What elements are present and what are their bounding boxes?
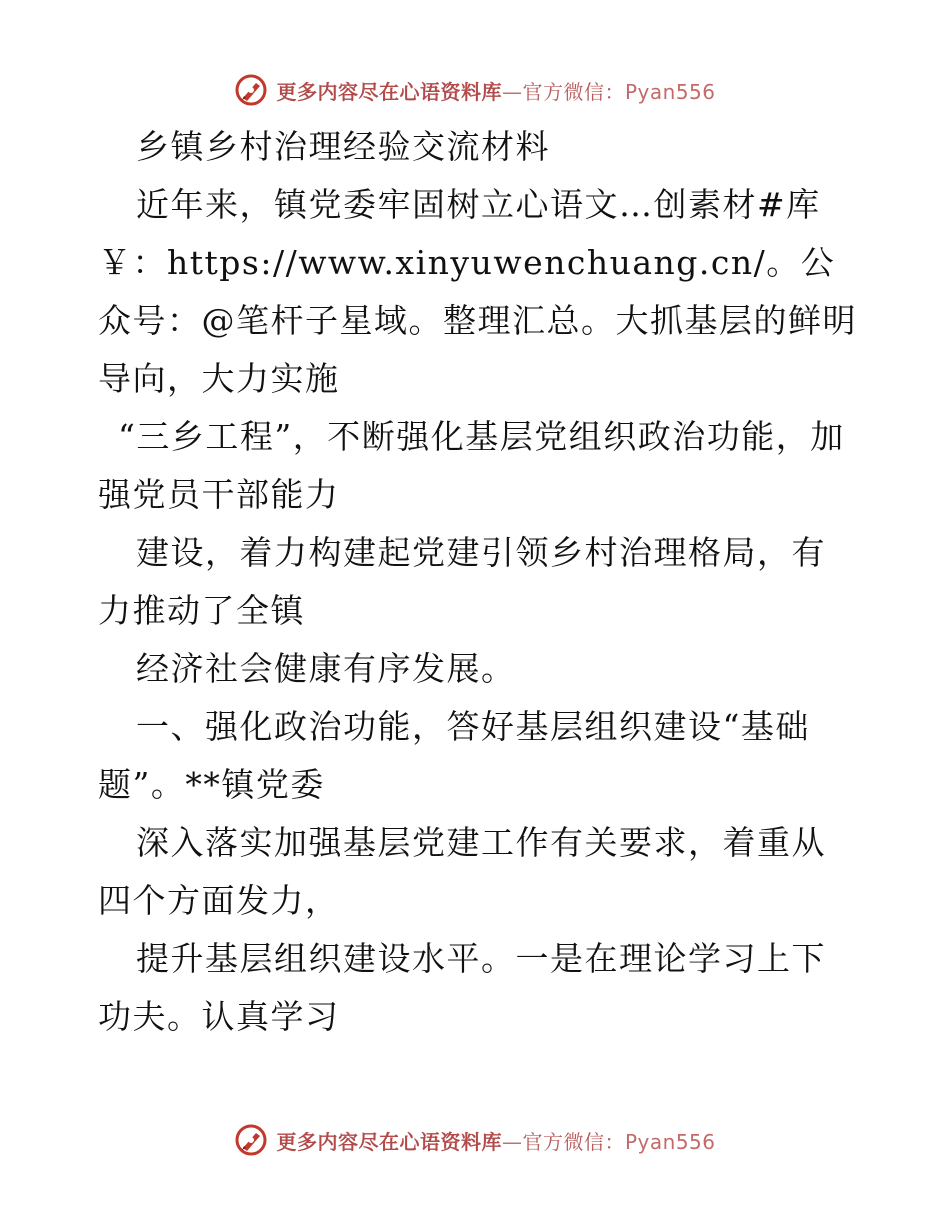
header-banner-sub: 官方微信： [522, 79, 625, 104]
header-banner-text [276, 76, 715, 105]
paragraph: 经济社会健康有序发展。 [136, 649, 516, 688]
header-banner-id: Pyan556 [624, 79, 716, 104]
paragraph: 提升基层组织建设水平。一是在理论学习上下功夫。认真学习 [98, 939, 826, 1036]
footer-banner-dash: — [501, 1129, 523, 1154]
header-watermark-banner [0, 70, 950, 110]
pen-logo-icon [234, 73, 268, 107]
pen-logo-icon [234, 1123, 268, 1157]
footer-watermark-banner [0, 1120, 950, 1160]
footer-banner-sub: 官方微信： [522, 1129, 625, 1154]
paragraph: 深入落实加强基层党建工作有关要求，着重从四个方面发力， [98, 823, 826, 920]
paragraph: 近年来，镇党委牢固树立心语文…创素材#库￥：https://www.xinyuwenchuang.cn/。公众号：@笔杆子星域。整理汇总。大抓基层的鲜明导向，大力实施 [98, 185, 857, 398]
header-banner-dash: — [501, 79, 523, 104]
paragraph: 建设，着力构建起党建引领乡村治理格局，有力推动了全镇 [98, 533, 826, 630]
paragraph: “三乡工程”，不断强化基层党组织政治功能，加强党员干部能力 [98, 417, 845, 514]
footer-banner-id: Pyan556 [624, 1129, 716, 1154]
section-heading: 一、强化政治功能，答好基层组织建设“基础题”。**镇党委 [98, 707, 810, 804]
footer-banner-main: 更多内容尽在心语资料库 [276, 1129, 502, 1154]
footer-banner-text [276, 1126, 715, 1155]
document-body [98, 118, 858, 1046]
header-banner-main: 更多内容尽在心语资料库 [276, 79, 502, 104]
document-title: 乡镇乡村治理经验交流材料 [136, 127, 550, 166]
